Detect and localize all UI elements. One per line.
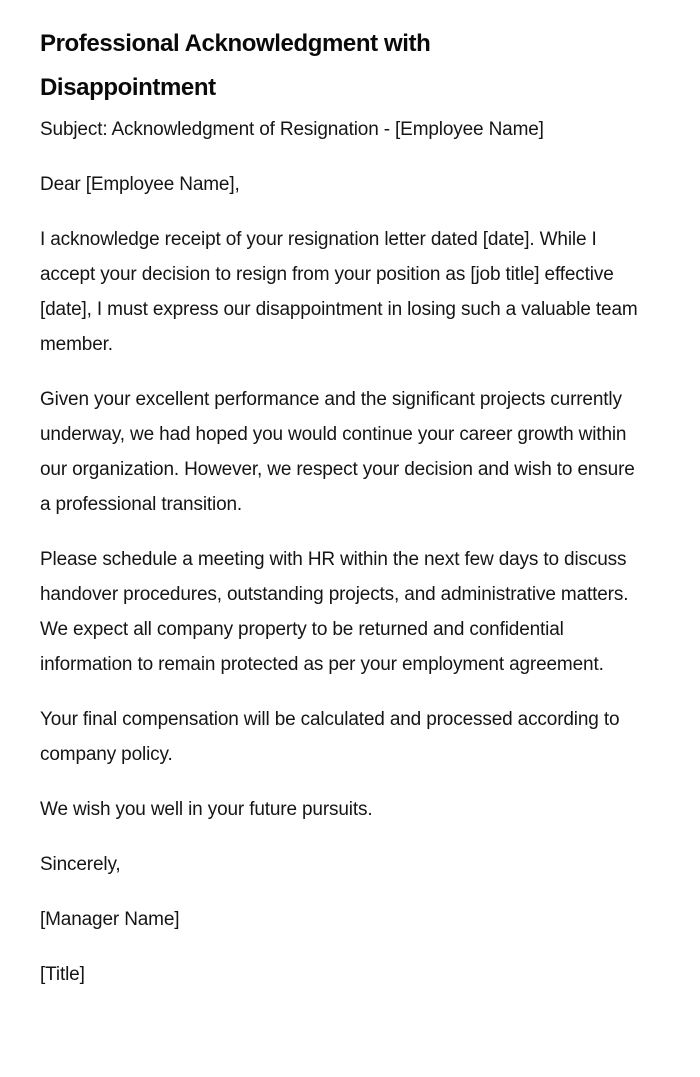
body-paragraph-acknowledgment: I acknowledge receipt of your resignation letter dated [date]. While I accept your decision to resign from your position as [job title] effective [date], I must express our disappointment in losing such a valuable team member. <box>40 229 638 355</box>
signature-title: [Title] <box>40 964 85 985</box>
body-paragraph-compensation: Your final compensation will be calculated and processed according to company policy. <box>40 709 620 765</box>
body-paragraph-performance: Given your excellent performance and the significant projects currently underway, we had hoped you would continue your career growth within our organization. However, we respect your decision and wish to ensure a professional transition. <box>40 389 635 515</box>
closing: Sincerely, <box>40 854 121 875</box>
body-paragraph-hr-meeting: Please schedule a meeting with HR within the next few days to discuss handover procedures, outstanding projects, and administrative matters. We expect all company property to be returned and confidential information to remain protected as per your employment agreement. <box>40 549 629 675</box>
salutation: Dear [Employee Name], <box>40 174 240 195</box>
signature-name: [Manager Name] <box>40 909 180 930</box>
body-paragraph-well-wishes: We wish you well in your future pursuits. <box>40 799 373 820</box>
subject-line: Subject: Acknowledgment of Resignation - [Employee Name] <box>40 119 544 140</box>
document-title: Professional Acknowledgment with Disappointment <box>40 30 431 101</box>
